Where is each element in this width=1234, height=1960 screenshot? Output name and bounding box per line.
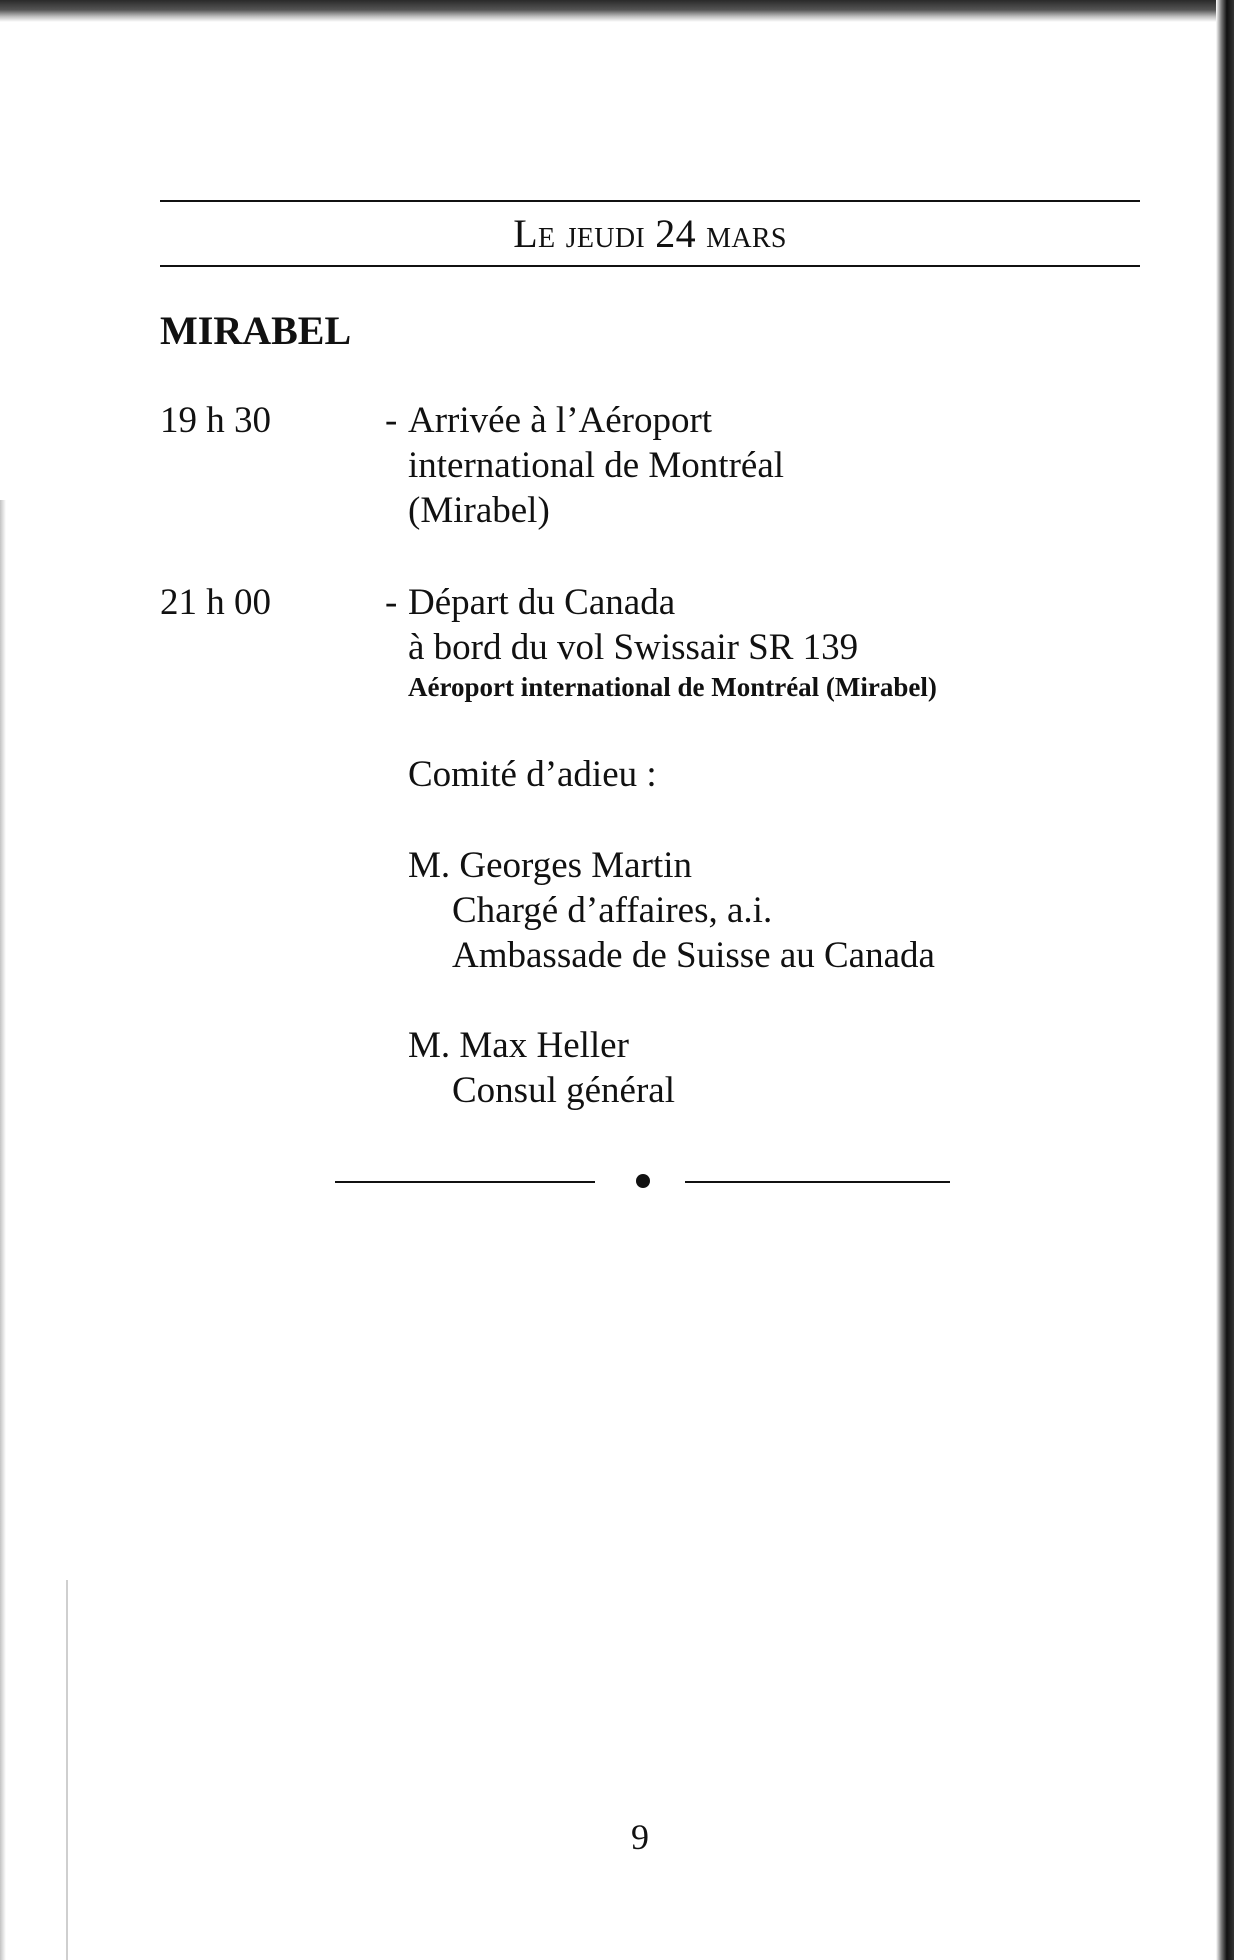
entry-line: (Mirabel) (408, 490, 550, 531)
page-number: 9 (631, 1817, 649, 1857)
header-rule-top (160, 200, 1140, 202)
scan-left-line (66, 1580, 68, 1960)
member-name: M. Georges Martin (408, 845, 692, 886)
ornament-rule-right (685, 1181, 950, 1183)
committee-member (408, 843, 935, 978)
ornament-rule-left (335, 1181, 595, 1183)
entry-description (408, 580, 937, 704)
entry-time: 21 h 00 (160, 582, 271, 623)
entry-line: Arrivée à l’Aéroport (408, 400, 713, 441)
entry-line: à bord du vol Swissair SR 139 (408, 627, 859, 668)
page-title: Le jeudi 24 mars (513, 211, 787, 256)
entry-dash: - (385, 400, 398, 441)
scan-top-border (0, 0, 1234, 22)
entry-line: Départ du Canada (408, 582, 676, 623)
entry-time: 19 h 30 (160, 400, 271, 441)
entry-description (408, 398, 784, 533)
member-name: M. Max Heller (408, 1025, 629, 1066)
member-detail: Ambassade de Suisse au Canada (452, 935, 935, 976)
location-heading: MIRABEL (160, 308, 352, 353)
entry-line: international de Montréal (408, 445, 785, 486)
entry-dash: - (385, 582, 398, 623)
scan-left-edge (0, 500, 6, 1960)
committee-label: Comité d’adieu : (408, 754, 657, 795)
ornament-dot (636, 1174, 650, 1188)
entry-venue: Aéroport international de Montréal (Mirabel) (408, 672, 937, 702)
scan-right-border (1216, 0, 1234, 1960)
committee-member (408, 1023, 675, 1113)
header-rule-bottom (160, 265, 1140, 267)
member-detail: Consul général (452, 1070, 675, 1111)
member-detail: Chargé d’affaires, a.i. (452, 890, 773, 931)
